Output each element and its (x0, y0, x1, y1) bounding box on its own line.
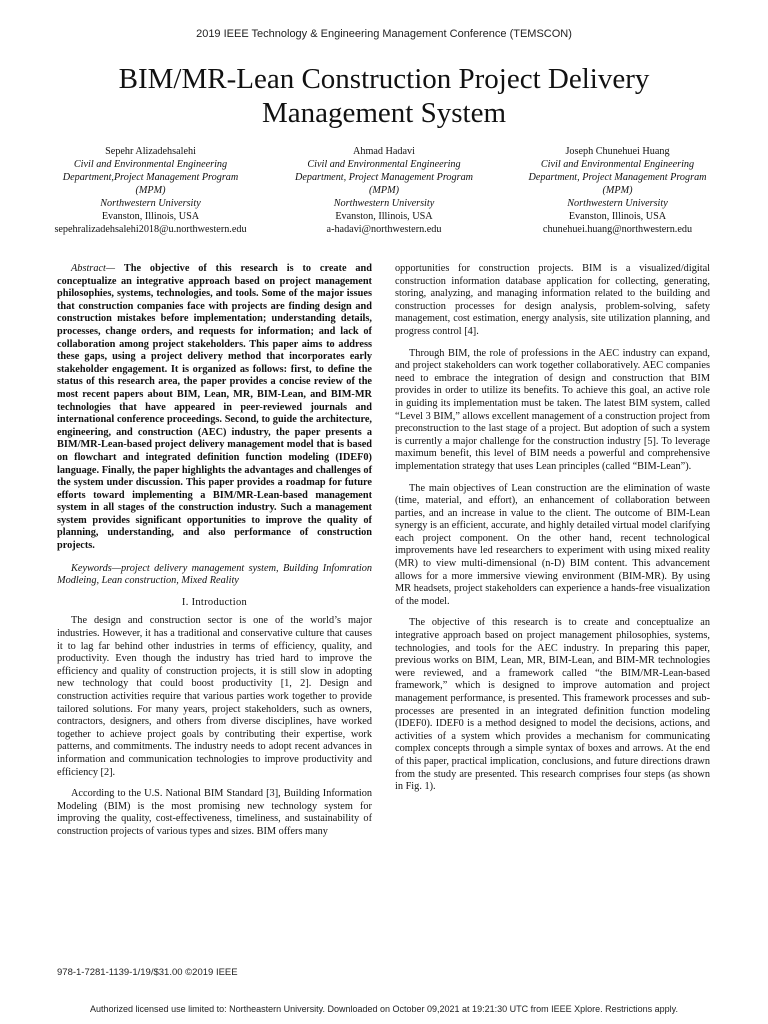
author-email[interactable]: a-hadavi@northwestern.edu (326, 224, 442, 235)
abstract-text: The objective of this research is to create and conceptualize an integrative approach based on project management philosophies, systems, technologies, and tools. Some of the major issues that construction companies face with projects are finding design and construction mistakes before implementation; understanding details, processes, change orders, and requests for information; and lack of collaboration among project stakeholders. This paper aims to address these gaps, using a project delivery method that incorporates early stakeholder engagement. It is organized as follows: first, to define the status of this research area, the paper provides a concise review of the most recent papers about BIM, Lean, MR, BIM-Lean, and BIM-MR technologies that have appeared in peer-reviewed journals and international conference proceedings. Second, to guide the architecture, engineering, and construction (AEC) industry, the paper presents a BIM/MR-Lean-based project delivery management model that is based on flowchart and integrated definition function modeling (IDEF0) language. Finally, the paper highlights the advantages and challenges of the system under discussion. This paper provides a roadmap for future efforts toward implementing a BIM/MR-Lean-based management system in all stages of the construction industry. Such a management system provides significant opportunities to improve the quality of planning, understanding, and also performance of construction projects. (57, 263, 372, 552)
author-3 (515, 145, 720, 236)
paper-title: BIM/MR-Lean Construction Project Delivery Management System (118, 63, 650, 129)
author-university: Northwestern University (333, 198, 435, 209)
abstract-label: Abstract— (71, 263, 116, 274)
paragraph: Through BIM, the role of professions in the AEC industry can expand, and project stakeholders can work together collaboratively. AEC companies need to embrace the integration of design and construction that BIM provides in order to utilize its benefits. To achieve this goal, an active role in guiding its implementation must be taken. The latest BIM system, called “Level 3 BIM,” allows excellent management of a construction project from preconstruction to the last stage of a project. But adoption of such a system is currently a major challenge for the construction industry [5]. To leverage maximum benefit, this level of BIM needs a powerful and comprehensive implementation strategy that uses Lean principles (called “BIM-Lean”). (395, 347, 710, 472)
author-location: Evanston, Illinois, USA (568, 211, 667, 222)
author-name: Joseph Chunehuei Huang (565, 146, 670, 157)
author-location: Evanston, Illinois, USA (101, 211, 200, 222)
author-email[interactable]: sepehralizadehsalehi2018@u.northwestern.edu (54, 224, 247, 235)
author-university: Northwestern University (567, 198, 668, 209)
author-university: Northwestern University (100, 198, 201, 209)
conference-header: 2019 IEEE Technology & Engineering Management Conference (TEMSCON) (196, 28, 572, 40)
section-heading-introduction: I. Introduction (181, 596, 248, 608)
abstract (57, 263, 372, 553)
right-column (395, 263, 710, 803)
paragraph: The design and construction sector is one of the world’s major industries. However, it has a traditional and conservative culture that causes it to lag far behind other industries in terms of efficiency, quality, and productivity. Even though the industry has tried hard to improve the efficiency and quality of construction projects, it is still slow in adopting new technology that could boost productivity [1, 2]. Design and construction activities require that various parties work together to provide tailored solutions. For many years, project stakeholders, such as owners, contractors, designers, and others from diverse disciplines, have worked together to achieve project goals by contributing their expertise, work patterns, and commitments. The industry needs to adopt recent advances in information and communication technologies to improve productivity and efficiency [2]. (57, 615, 372, 778)
author-location: Evanston, Illinois, USA (335, 211, 433, 222)
author-block (48, 145, 720, 236)
paragraph: opportunities for construction projects. BIM is a visualized/digital construction information database application for collecting, generating, storing, analyzing, and managing information related to the building and construction processes for design analysis, problem-solving, safety management, cost estimation, energy analysis, site utilization planning, and progress control [4]. (395, 263, 710, 337)
paragraph: According to the U.S. National BIM Standard [3], Building Information Modeling (BIM) is the most promising new technology system for improving the quality, cost-effectiveness, timeliness, and sustainability of construction projects of various types and sizes. BIM offers many (57, 788, 372, 837)
author-email[interactable]: chunehuei.huang@northwestern.edu (542, 224, 693, 235)
author-name: Sepehr Alizadehsalehi (105, 146, 196, 157)
author-affiliation: Civil and Environmental Engineering Department,Project Management Program (MPM) (62, 159, 239, 196)
paragraph: The main objectives of Lean construction are the elimination of waste (time, material, and effort), an enhancement of collaboration between parties, and an increase in value to the client. The outcome of BIM-Lean synergy is an efficient, accurate, and highly detailed virtual model clarifying each project component. On the other hand, recent technological improvements have led researchers to experiment with using mixed reality (MR) to view multi-dimensional (n-D) BIM content. This advancement allows for a more immersive viewing environment (BIM-MR). By using MR headsets, project stakeholders can experience a hands-free visualization of the model. (395, 482, 710, 607)
author-1 (48, 145, 253, 236)
left-column (57, 263, 372, 848)
author-affiliation: Civil and Environmental Engineering Department, Project Management Program (MPM) (294, 159, 474, 196)
author-affiliation: Civil and Environmental Engineering Department, Project Management Program (MPM) (528, 159, 707, 196)
license-notice: Authorized licensed use limited to: Northeastern University. Downloaded on October 09,2021 at 19:21:30 UTC from IEEE Xplore. Restrictions apply. (90, 1004, 678, 1014)
paragraph: The objective of this research is to create and conceptualize an integrative approach based on project management philosophies, systems, technologies, and tools for the AEC industry. In preparing this paper, previous works on BIM, Lean, MR, BIM-Lean, and BIM-MR technologies were reviewed, and a framework called “the BIM/MR-Lean-based framework,” which is designed to improve automation and project management performance, is presented. This framework processes and sub-processes are presented in an integrated definition function modeling (IDEF0). IDEF0 is a method designed to model the decisions, actions, and activities of a system which provides a mechanism for communicating complex concepts through a simple syntax of boxes and arrows. At the end of this paper, practical implication, conclusions, and future directions drawn from the study are presented. This research comprises four steps (as shown in Fig. 1). (395, 617, 710, 793)
author-name: Ahmad Hadavi (353, 146, 415, 157)
keywords: Keywords—project delivery management system, Building Infomration Modleing, Lean construction, Mixed Reality (57, 562, 372, 587)
author-2 (282, 145, 487, 236)
isbn-footer: 978-1-7281-1139-1/19/$31.00 ©2019 IEEE (57, 967, 238, 978)
